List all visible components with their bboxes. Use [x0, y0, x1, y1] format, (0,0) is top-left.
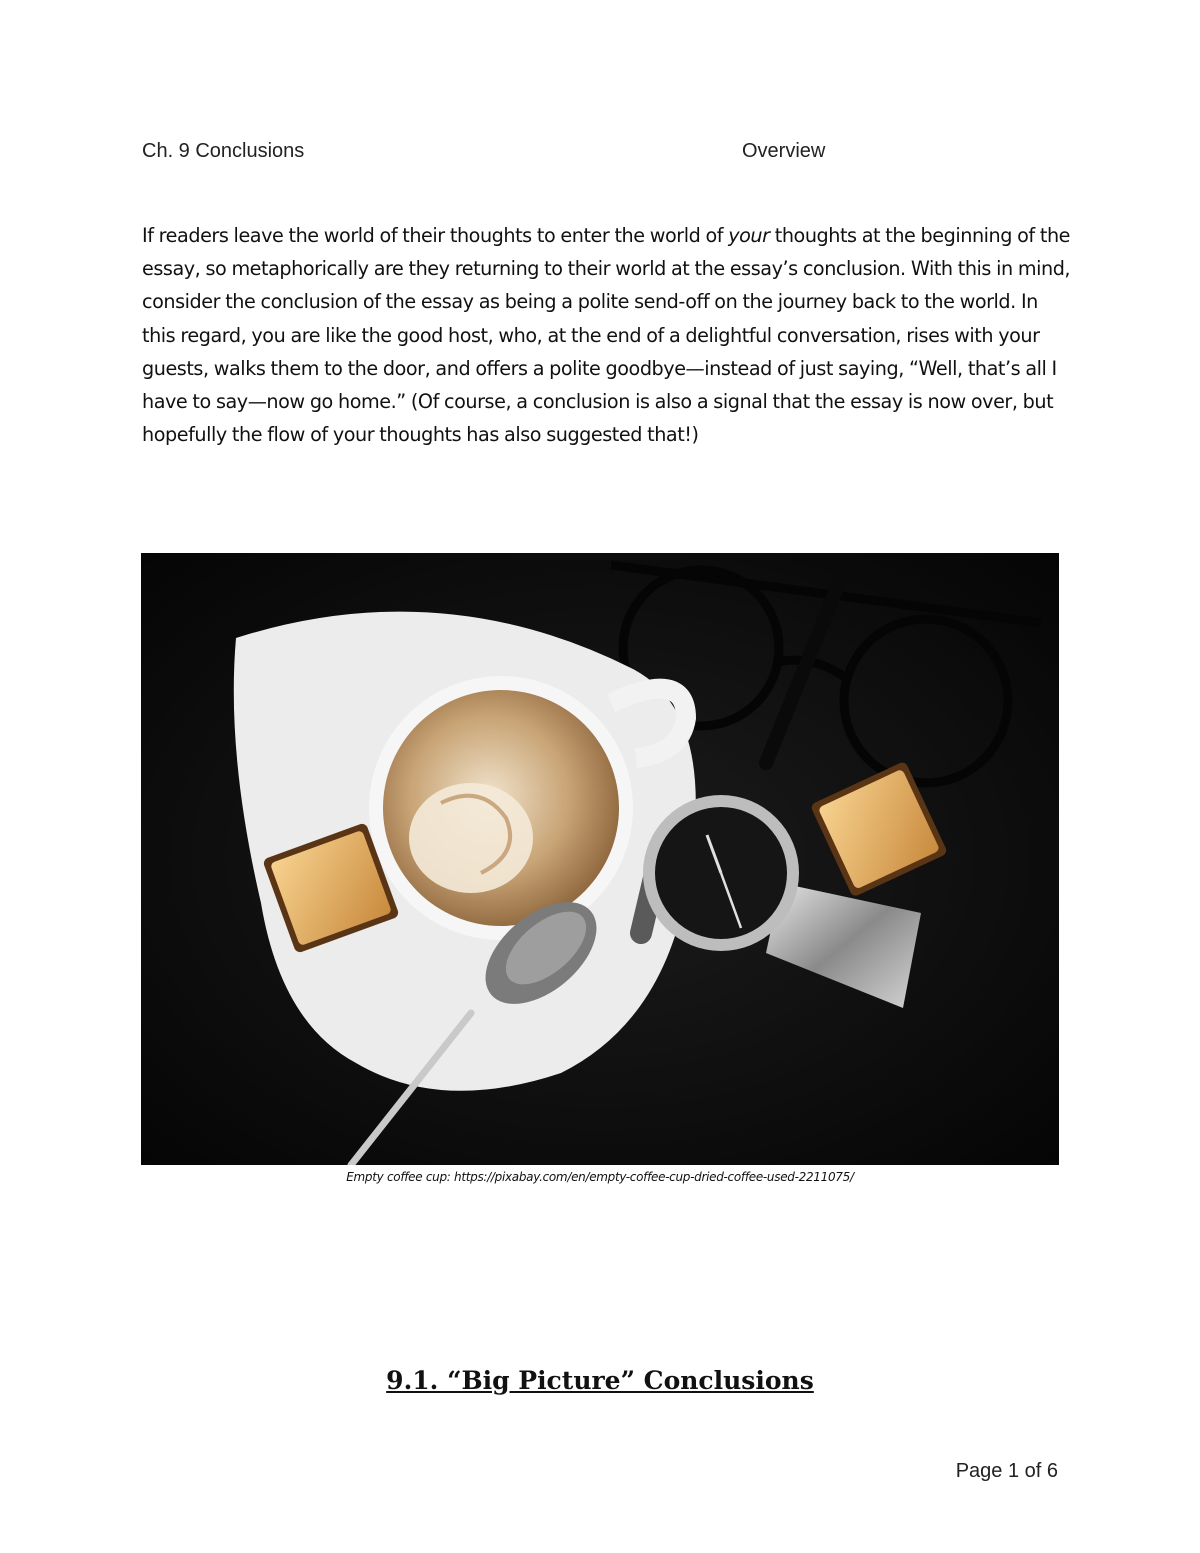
section-label: Overview [742, 140, 826, 162]
coffee-cup-photo [141, 553, 1059, 1165]
intro-text-start: If readers leave the world of their thoughts to enter the world of [142, 224, 729, 247]
intro-emphasis: your [728, 224, 770, 247]
intro-text-end: thoughts at the beginning of the essay, so metaphorically are they returning to their world at the essay’s conclusion. With this in mind, consider the conclusion of the essay as being a polite send-off on the journey back to the world. In this regard, you are like the good host, who, at the end of a delightful conversation, rises with your guests, walks them to the door, and offers a polite goodbye—instead of just saying, “Well, that’s all I have to say—now go home.” (Of course, a conclusion is also a signal that the essay is now over, but hopefully the flow of your thoughts has also suggested that!) [142, 224, 1071, 447]
section-heading: 9.1. “Big Picture” Conclusions [386, 1366, 814, 1395]
intro-paragraph [142, 219, 1072, 451]
page-header [142, 140, 1058, 170]
page-number: Page 1 of 6 [955, 1460, 1058, 1482]
image-caption: Empty coffee cup: https://pixabay.com/en/empty-coffee-cup-dried-coffee-used-2211075/ [346, 1170, 854, 1184]
chapter-title: Ch. 9 Conclusions [142, 140, 305, 162]
